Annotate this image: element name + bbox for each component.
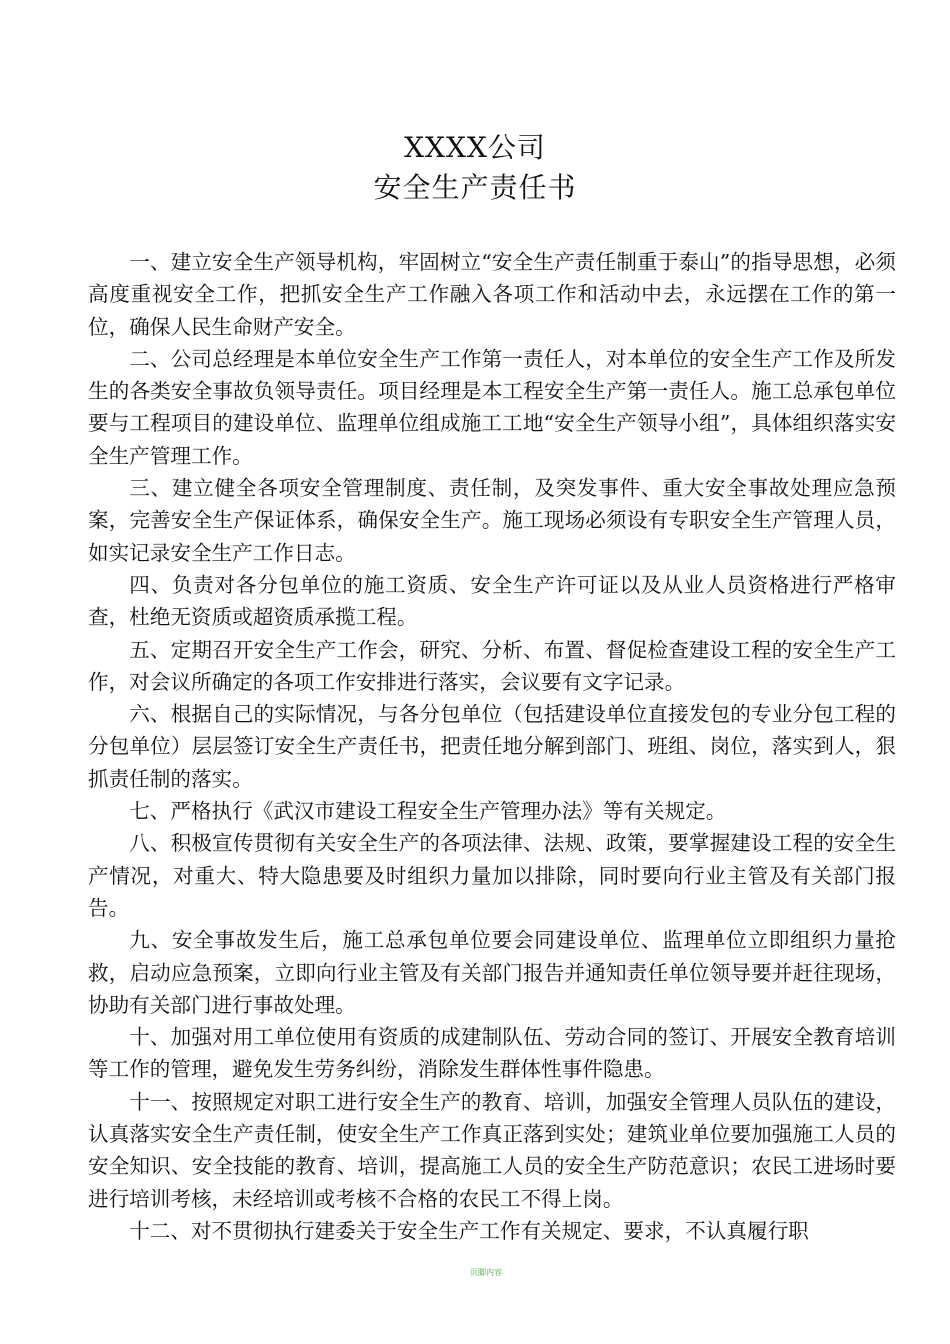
- paragraph-5: 五、定期召开安全生产工作会，研究、分析、布置、督促检查建设工程的安全生产工作，对会议所确定的各项工作安排进行落实，会议要有文字记录。: [88, 637, 896, 694]
- paragraph-7: 七、严格执行《武汉市建设工程安全生产管理办法》等有关规定。: [129, 799, 727, 824]
- company-title: XXXX公司: [404, 131, 546, 164]
- paragraph-12: 十二、对不贯彻执行建委关于安全生产工作有关规定、要求，不认真履行职: [129, 1218, 809, 1243]
- paragraph-2: 二、公司总经理是本单位安全生产工作第一责任人，对本单位的安全生产工作及所发生的各类安全事故负领导责任。项目经理是本工程安全生产第一责任人。施工总承包单位要与工程项目的建设单位、监理单位组成施工工地“安全生产领导小组”，具体组织落实安全生产管理工作。: [88, 346, 896, 468]
- paragraph-8: 八、积极宣传贯彻有关安全生产的各项法律、法规、政策，要掌握建设工程的安全生产情况，对重大、特大隐患要及时组织力量加以排除，同时要向行业主管及有关部门报告。: [88, 831, 896, 920]
- paragraph-9: 九、安全事故发生后，施工总承包单位要会同建设单位、监理单位立即组织力量抢救，启动应急预案，立即向行业主管及有关部门报告并通知责任单位领导要并赶往现场，协助有关部门进行事故处理。: [88, 928, 896, 1017]
- paragraph-4: 四、负责对各分包单位的施工资质、安全生产许可证以及从业人员资格进行严格审查，杜绝无资质或超资质承揽工程。: [88, 572, 896, 630]
- document-title: 安全生产责任书: [373, 171, 577, 204]
- paragraph-10: 十、加强对用工单位使用有资质的成建制队伍、劳动合同的签订、开展安全教育培训等工作的管理，避免发生劳务纠纷，消除发生群体性事件隐患。: [88, 1025, 896, 1082]
- paragraph-1: 一、建立安全生产领导机构，牢固树立“安全生产责任制重于泰山”的指导思想，必须高度重视安全工作，把抓安全生产工作融入各项工作和活动中去，永远摆在工作的第一位，确保人民生命财产安全。: [88, 250, 896, 339]
- paragraph-6: 六、根据自己的实际情况，与各分包单位（包括建设单位直接发包的专业分包工程的分包单位）层层签订安全生产责任书，把责任地分解到部门、班组、岗位，落实到人，狠抓责任制的落实。: [88, 702, 896, 791]
- title-block: [0, 128, 950, 208]
- paragraph-11: 十一、按照规定对职工进行安全生产的教育、培训，加强安全管理人员队伍的建设，认真落实安全生产责任制，使安全生产工作真正落到实处；建筑业单位要加强施工人员的安全知识、安全技能的教育、培训，提高施工人员的安全生产防范意识；农民工进场时要进行培训考核，未经培训或考核不合格的农民工不得上岗。: [88, 1089, 896, 1211]
- paragraph-3: 三、建立健全各项安全管理制度、责任制，及突发事件、重大安全事故处理应急预案，完善安全生产保证体系，确保安全生产。施工现场必须设有专职安全生产管理人员，如实记录安全生产工作日志。: [88, 476, 896, 565]
- page-footer: 页脚内容: [470, 1268, 502, 1277]
- document-body: [88, 246, 896, 1247]
